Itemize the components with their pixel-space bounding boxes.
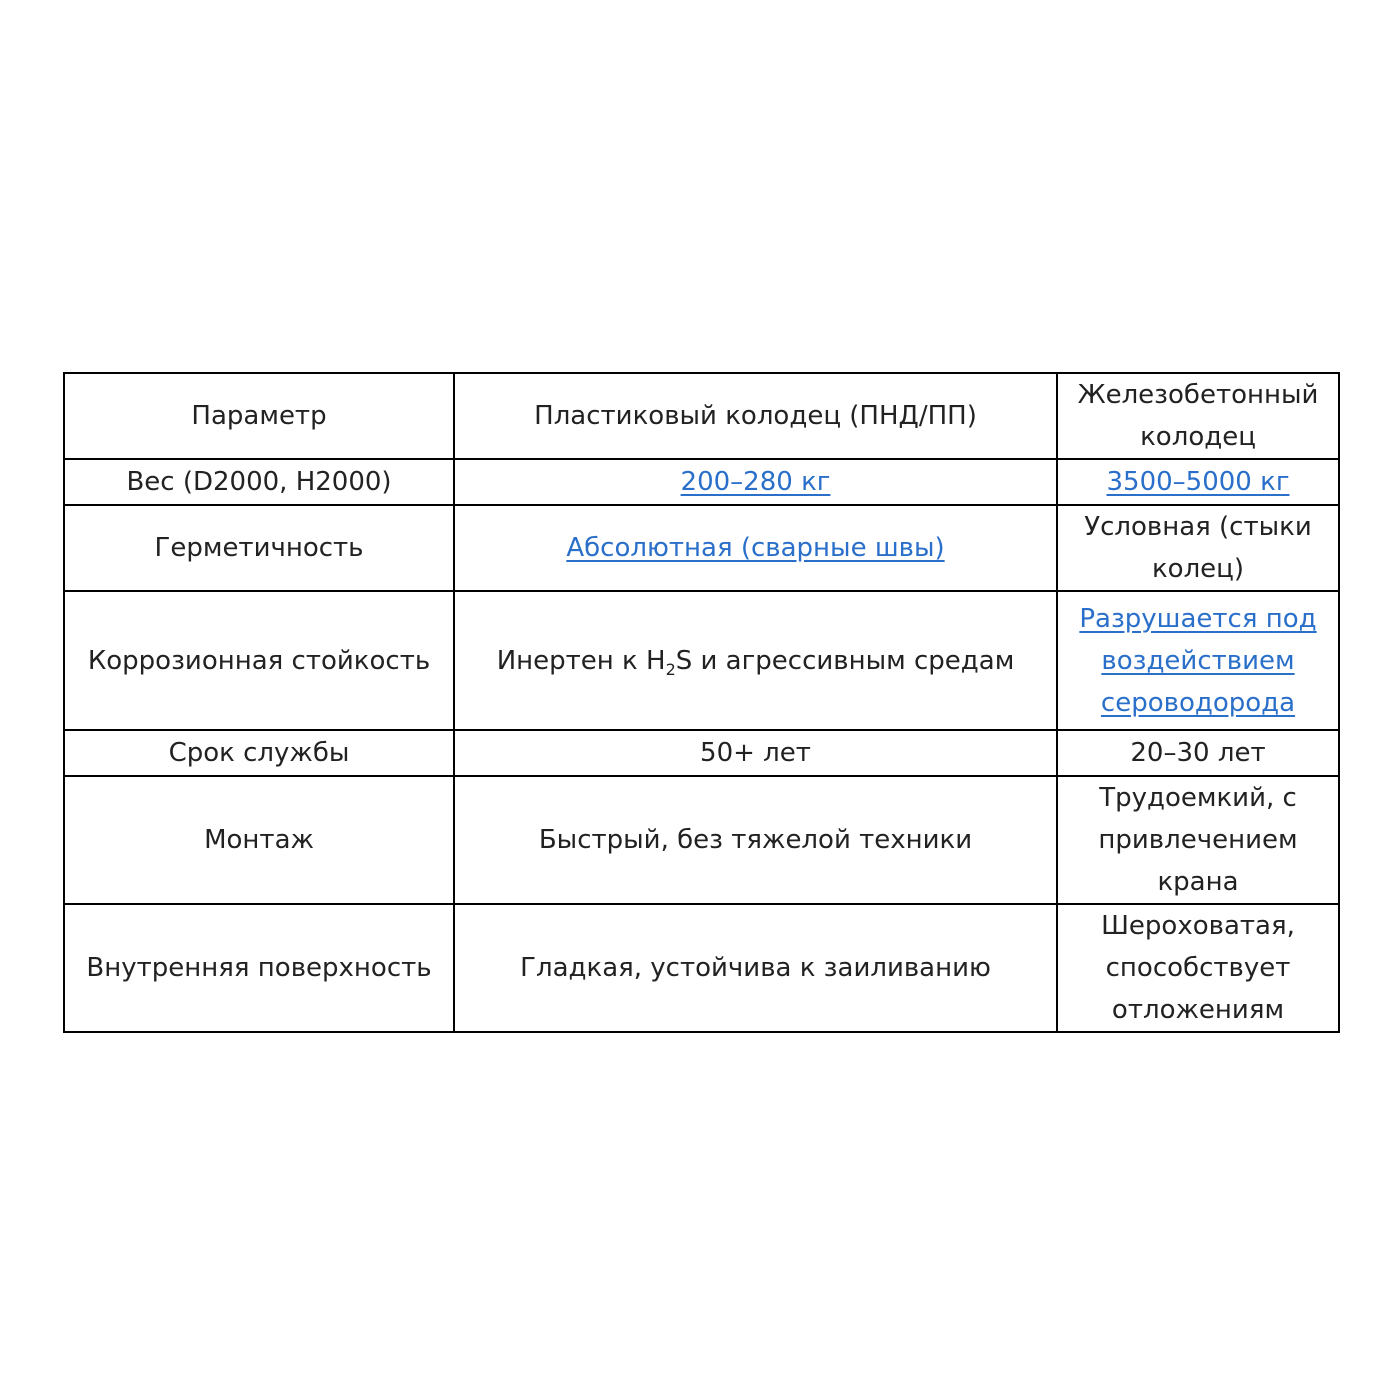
concrete-weight-link[interactable]: 3500–5000 кг [1106,467,1290,497]
cell-concrete-weight [1057,459,1339,505]
cell-concrete-inner-surface: Шероховатая, способствует отложениям [1057,904,1339,1032]
table-header-row [64,373,1339,459]
row-label-weight: Вес (D2000, H2000) [64,459,454,505]
comparison-table [63,372,1340,1033]
plastic-weight-link[interactable]: 200–280 кг [680,467,831,497]
concrete-corrosion-link[interactable]: Разрушается под воздействием сероводорода [1079,603,1317,718]
table-row [64,776,1339,904]
header-concrete-well: Железобетонный колодец [1057,373,1339,459]
cell-plastic-installation: Быстрый, без тяжелой техники [454,776,1057,904]
row-label-tightness: Герметичность [64,505,454,591]
cell-plastic-tightness [454,505,1057,591]
row-label-service-life: Срок службы [64,730,454,776]
cell-plastic-weight [454,459,1057,505]
cell-concrete-service-life: 20–30 лет [1057,730,1339,776]
cell-concrete-installation: Трудоемкий, с привлечением крана [1057,776,1339,904]
plastic-corrosion-text-after: S и агрессивным средам [675,645,1015,676]
row-label-corrosion: Коррозионная стойкость [64,591,454,730]
table-row [64,459,1339,505]
plastic-corrosion-text-before: Инертен к H [496,645,666,676]
table-row [64,591,1339,730]
cell-concrete-corrosion [1057,591,1339,730]
cell-plastic-service-life: 50+ лет [454,730,1057,776]
h2s-subscript: 2 [665,659,676,679]
header-plastic-well: Пластиковый колодец (ПНД/ПП) [454,373,1057,459]
cell-concrete-tightness: Условная (стыки колец) [1057,505,1339,591]
table-row [64,904,1339,1032]
cell-plastic-inner-surface: Гладкая, устойчива к заиливанию [454,904,1057,1032]
header-parameter: Параметр [64,373,454,459]
table-row [64,505,1339,591]
table-row [64,730,1339,776]
row-label-installation: Монтаж [64,776,454,904]
row-label-inner-surface: Внутренняя поверхность [64,904,454,1032]
plastic-tightness-link[interactable]: Абсолютная (сварные швы) [566,533,945,563]
cell-plastic-corrosion [454,591,1057,730]
